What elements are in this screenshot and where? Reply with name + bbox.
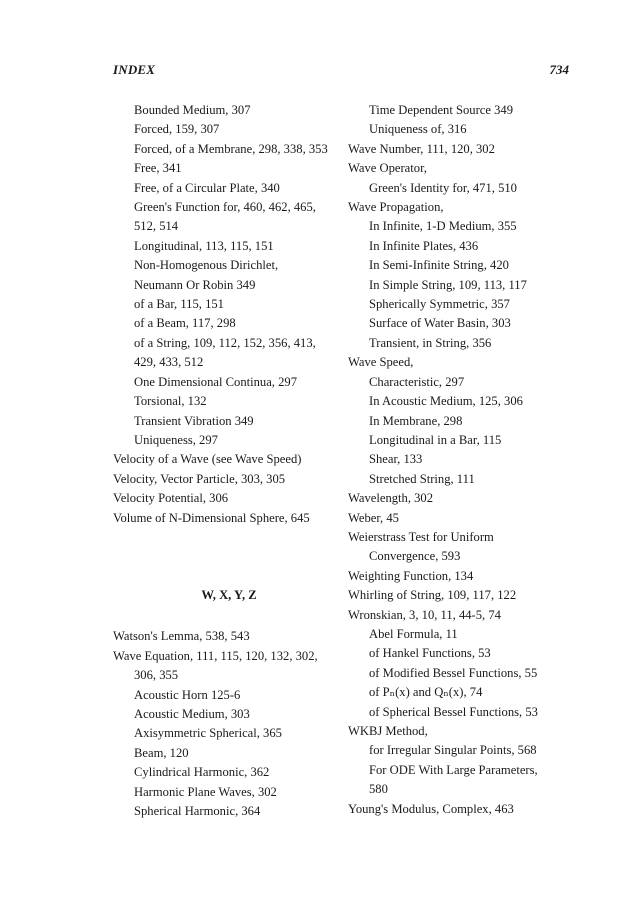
index-entry: In Simple String, 109, 113, 117 [369,277,527,292]
spacer [113,528,345,586]
index-entry: Wronskian, 3, 10, 11, 44-5, 74 [348,607,501,622]
index-entry: Free, of a Circular Plate, 340 [134,180,280,195]
index-entry: Velocity Potential, 306 [113,491,229,506]
right-entries [348,101,580,819]
index-entry: Green's Identity for, 471, 510 [369,180,517,195]
spacer [113,605,345,627]
index-entry: WKBJ Method, [348,724,428,738]
index-entry: One Dimensional Continua, 297 [134,374,297,389]
index-entry: Weber, 45 [348,510,399,525]
index-entry: Longitudinal in a Bar, 115 [369,432,502,447]
index-entry: Cylindrical Harmonic, 362 [134,765,270,780]
index-entry: Young's Modulus, Complex, 463 [348,801,514,816]
index-entry: Spherically Symmetric, 357 [369,297,510,312]
index-entry: Stretched String, 111 [369,471,475,486]
right-index-column [348,101,580,819]
index-entry: Forced, of a Membrane, 298, 338, 353 [134,141,328,156]
index-entry: Wave Number, 111, 120, 302 [348,141,495,156]
index-title: INDEX [113,62,156,77]
index-entry: Shear, 133 [369,452,423,467]
index-entry: Acoustic Medium, 303 [134,706,250,721]
index-entry: Green's Function for, 460, 462, 465, [134,200,316,215]
index-entry: Wavelength, 302 [348,491,434,506]
index-entry: Uniqueness of, 316 [369,122,467,137]
index-entry: Transient, in String, 356 [369,335,492,350]
index-entry: Acoustic Horn 125-6 [134,687,241,702]
section-heading: W, X, Y, Z [201,587,257,602]
index-entry: Spherical Harmonic, 364 [134,804,261,818]
index-entry: Axisymmetric Spherical, 365 [134,726,282,741]
index-entry: of a Beam, 117, 298 [134,316,236,331]
index-entry: Neumann Or Robin 349 [134,277,256,292]
page-number: 734 [549,62,569,77]
index-entry: Forced, 159, 307 [134,122,220,137]
index-entry: In Semi-Infinite String, 420 [369,258,509,273]
index-entry: Wave Speed, [348,355,414,370]
index-entry: of Modified Bessel Functions, 55 [369,665,538,680]
index-entry: Bounded Medium, 307 [134,103,251,117]
index-entry: Watson's Lemma, 538, 543 [113,629,250,644]
index-entry: In Acoustic Medium, 125, 306 [369,394,523,409]
index-entry: Volume of N-Dimensional Sphere, 645 [113,510,310,525]
index-entry: Torsional, 132 [134,394,207,409]
index-entry: Longitudinal, 113, 115, 151 [134,238,274,253]
left-index-column [113,101,345,821]
index-entry: Non-Homogenous Dirichlet, [134,258,279,273]
index-entry: Velocity of a Wave (see Wave Speed) [113,452,302,467]
index-entry: Transient Vibration 349 [134,413,254,428]
index-entry: of Pₙ(x) and Qₙ(x), 74 [369,685,483,700]
index-entry: Weierstrass Test for Uniform [348,529,494,544]
index-entry: Harmonic Plane Waves, 302 [134,784,277,799]
index-entry: of Spherical Bessel Functions, 53 [369,704,538,719]
index-entry: Characteristic, 297 [369,374,465,389]
index-entry: For ODE With Large Parameters, [369,762,538,777]
index-entry: of Hankel Functions, 53 [369,646,491,661]
left-entries-bottom [113,627,345,821]
index-entry: In Infinite Plates, 436 [369,238,479,253]
index-entry: Weighting Function, 134 [348,568,474,583]
index-entry: Wave Operator, [348,161,427,176]
index-entry: Surface of Water Basin, 303 [369,316,511,331]
index-entry: Whirling of String, 109, 117, 122 [348,588,517,603]
index-entry: 580 [369,782,388,797]
index-entry: Wave Propagation, [348,200,444,215]
index-entry: Abel Formula, 11 [369,626,458,641]
index-entry: In Membrane, 298 [369,413,463,428]
index-entry: Time Dependent Source 349 [369,103,513,117]
index-entry: Velocity, Vector Particle, 303, 305 [113,471,286,486]
index-entry: In Infinite, 1-D Medium, 355 [369,219,517,234]
index-entry: Uniqueness, 297 [134,432,218,447]
index-entry: 429, 433, 512 [134,355,204,370]
index-entry: of a String, 109, 112, 152, 356, 413, [134,335,316,350]
index-entry: Convergence, 593 [369,549,461,564]
index-entry: for Irregular Singular Points, 568 [369,743,537,758]
index-entry: 306, 355 [134,668,179,683]
index-entry: Free, 341 [134,161,182,176]
index-entry: Wave Equation, 111, 115, 120, 132, 302, [113,648,318,663]
index-entry: of a Bar, 115, 151 [134,297,224,312]
left-entries-top [113,101,345,528]
page-header [113,62,569,82]
index-entry: 512, 514 [134,219,179,234]
index-entry: Beam, 120 [134,745,189,760]
